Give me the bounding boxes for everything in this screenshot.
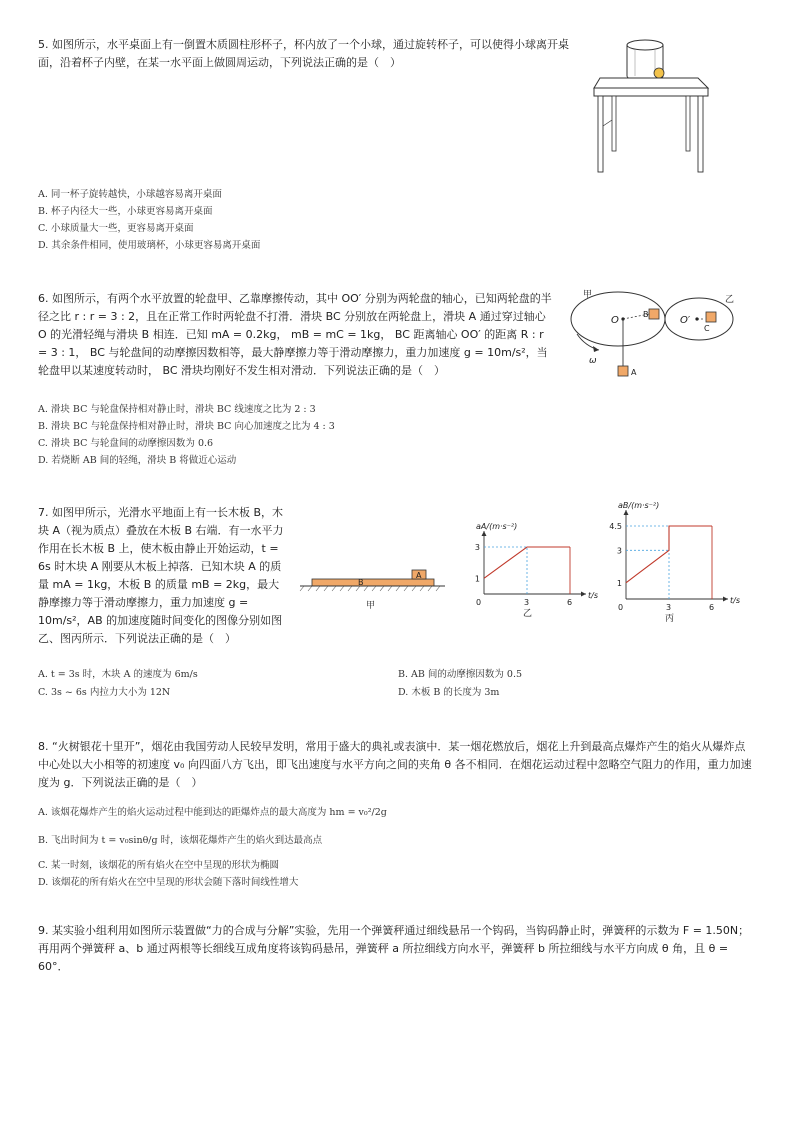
q7-yi-ytick-0: 1 xyxy=(474,574,480,584)
q5-option-a: A. 同一杯子旋转越快，小球越容易离开桌面 xyxy=(38,189,222,200)
q6-label-o: O xyxy=(611,315,619,326)
q7-yi-xlabel: t/s xyxy=(588,591,598,600)
q7-bing-xtick-1: 3 xyxy=(666,603,672,612)
q7-bing-xtick-0: 0 xyxy=(618,603,624,612)
q7-yi-ytick-1: 3 xyxy=(474,543,480,552)
q5-option-c: C. 小球质量大一些，更容易离开桌面 xyxy=(38,223,194,234)
q6-block-a xyxy=(618,366,628,376)
q6-option-c: C. 滑块 BC 与轮盘间的动摩擦因数为 0.6 xyxy=(38,438,214,449)
q8-option-a: A. 该烟花爆炸产生的焰火运动过程中能到达的距爆炸点的最大高度为 hm = v₀²/2g xyxy=(38,807,387,818)
q8-stem: 8. “火树银花十里开”，烟花由我国劳动人民较早发明，常用于盛大的典礼或表演中．某一烟花燃放后，烟花上升到最高点爆炸产生的焰火从爆炸点中心处以大小相等的初速度 v₀ 向四面八方飞出，即飞出速度与水平方向之间的夹角 θ 各不相同．在烟花运动过程中忽略空气阻力的作用，重力加速度为 g．下列说法正确的是（ ） xyxy=(38,740,752,789)
q7-jia-label-b: B xyxy=(358,578,364,587)
q7-option-b: B. AB 间的动摩擦因数为 0.5 xyxy=(398,669,523,680)
q7-bing-ytick-0: 1 xyxy=(616,578,622,588)
q6-label-jia: 甲 xyxy=(583,290,593,300)
q6-label-a: A xyxy=(631,368,637,377)
q7-yi-xtick-0: 0 xyxy=(476,598,482,607)
q6-option-d: D. 若烧断 AB 间的轻绳，滑块 B 将做近心运动 xyxy=(38,455,237,466)
q7-option-c: C. 3s ~ 6s 内拉力大小为 12N xyxy=(38,687,171,698)
q7-yi-xtick-1: 3 xyxy=(524,598,530,607)
q7-bing-ylabel: aB/(m·s⁻²) xyxy=(618,501,660,510)
q7-yi-xtick-2: 6 xyxy=(567,598,573,607)
q7-yi-ylabel: aA/(m·s⁻²) xyxy=(476,522,518,531)
q6-label-o2: O′ xyxy=(680,315,691,326)
q5-table-cup-figure xyxy=(590,36,710,176)
q7-option-a: A. t = 3s 时，木块 A 的速度为 6m/s xyxy=(38,669,198,680)
q7-bing-xtick-2: 6 xyxy=(709,603,715,612)
q7-chart-yi xyxy=(462,518,612,626)
q7-bing-x-arrow xyxy=(723,597,728,602)
q7-jia-caption: 甲 xyxy=(366,601,376,611)
q5-ball xyxy=(654,68,664,78)
q7-option-d: D. 木板 B 的长度为 3m xyxy=(398,687,500,698)
q7-yi-x-arrow xyxy=(581,592,586,597)
q6-label-b: B xyxy=(643,310,649,319)
q7-board-b xyxy=(312,579,434,586)
q6-label-yi: 乙 xyxy=(725,295,735,305)
q5-option-b: B. 杯子内径大一些，小球更容易离开桌面 xyxy=(38,206,213,217)
q7-bing-caption: 丙 xyxy=(665,614,675,624)
q6-option-b: B. 滑块 BC 与轮盘保持相对静止时，滑块 BC 向心加速度之比为 4 : 3 xyxy=(38,421,335,432)
q7-jia-label-a: A xyxy=(416,571,422,580)
q6-stem: 6. 如图所示，有两个水平放置的轮盘甲、乙靠摩擦传动，其中 OO′ 分别为两轮盘的轴心，已知两轮盘的半径之比 r : r = 3 : 2，且在正常工作时两轮盘不打滑．滑块 BC 分别放在两轮盘上，滑块 A 通过穿过轴心 O 的光滑轻绳与滑块 B 相连．已知 mA = 0.2kg， mB = mC = 1kg， BC 距离轴心 OO′ 的距离 R : r = 3 : 1， BC 与轮盘间的动摩擦因数相等，最大静摩擦力等于滑动摩擦力，重力加速度 g = 10m/s²，当轮盘甲以某速度转动时， BC 滑块均刚好不发生相对滑动．下列说法正确的是（ ） xyxy=(38,292,552,377)
q7-yi-caption: 乙 xyxy=(523,609,533,619)
q5-stem: 5. 如图所示，水平桌面上有一倒置木质圆柱形杯子，杯内放了一个小球，通过旋转杯子，可以使得小球离开桌面，沿着杯子内壁，在某一水平面上做圆周运动，下列说法正确的是（ ） xyxy=(38,38,569,69)
q6-label-omega: ω xyxy=(589,356,597,366)
q6-block-c xyxy=(706,312,716,322)
q7-chart-bing xyxy=(604,501,754,625)
q7-bing-ytick-2: 4.5 xyxy=(609,522,622,531)
q6-wheels-figure xyxy=(565,288,750,388)
q8-option-d: D. 该烟花的所有焰火在空中呈现的形状会随下落时间线性增大 xyxy=(38,877,299,888)
q8-option-b: B. 飞出时间为 t = v₀sinθ/g 时，该烟花爆炸产生的焰火到达最高点 xyxy=(38,835,323,846)
q7-stem: 7. 如图甲所示，光滑水平地面上有一长木板 B，木块 A（视为质点）叠放在木板 B 右端．有一水平力作用在长木板 B 上，使木板由静止开始运动，t = 6s 时木块 A 刚要从木板上掉落．已知木块 A 的质量 mA = 1kg，木板 B 的质量 mB = 2kg，最大静摩擦力等于滑动摩擦力，重力加速度 g = 10m/s²，AB 的加速度随时间变化的图像分别如图乙、图丙所示．下列说法正确的是（ ） xyxy=(38,506,284,645)
q6-option-a: A. 滑块 BC 与轮盘保持相对静止时，滑块 BC 线速度之比为 2 : 3 xyxy=(38,404,316,415)
q6-block-b xyxy=(649,309,659,319)
q5-option-d: D. 其余条件相同，使用玻璃杯，小球更容易离开桌面 xyxy=(38,240,261,251)
q7-bing-xlabel: t/s xyxy=(730,596,740,605)
q9-stem: 9. 某实验小组利用如图所示装置做“力的合成与分解”实验，先用一个弹簧秤通过细线悬吊一个钩码，当钩码静止时，弹簧秤的示数为 F = 1.50N；再用两个弹簧秤 a、b 通过两根等长细线互成角度将该钩码悬吊，弹簧秤 a 所拉细线方向水平，弹簧秤 b 所拉细线与水平方向成 θ 角，且 θ = 60°． xyxy=(38,924,750,973)
q6-label-c: C xyxy=(704,324,710,333)
q7-bing-ytick-1: 3 xyxy=(616,546,622,556)
q7-yi-y-arrow xyxy=(482,531,487,536)
q7-figure-jia xyxy=(300,560,450,615)
q7-bing-y-arrow xyxy=(624,510,629,515)
q8-option-c: C. 某一时刻，该烟花的所有焰火在空中呈现的形状为椭圆 xyxy=(38,860,279,871)
